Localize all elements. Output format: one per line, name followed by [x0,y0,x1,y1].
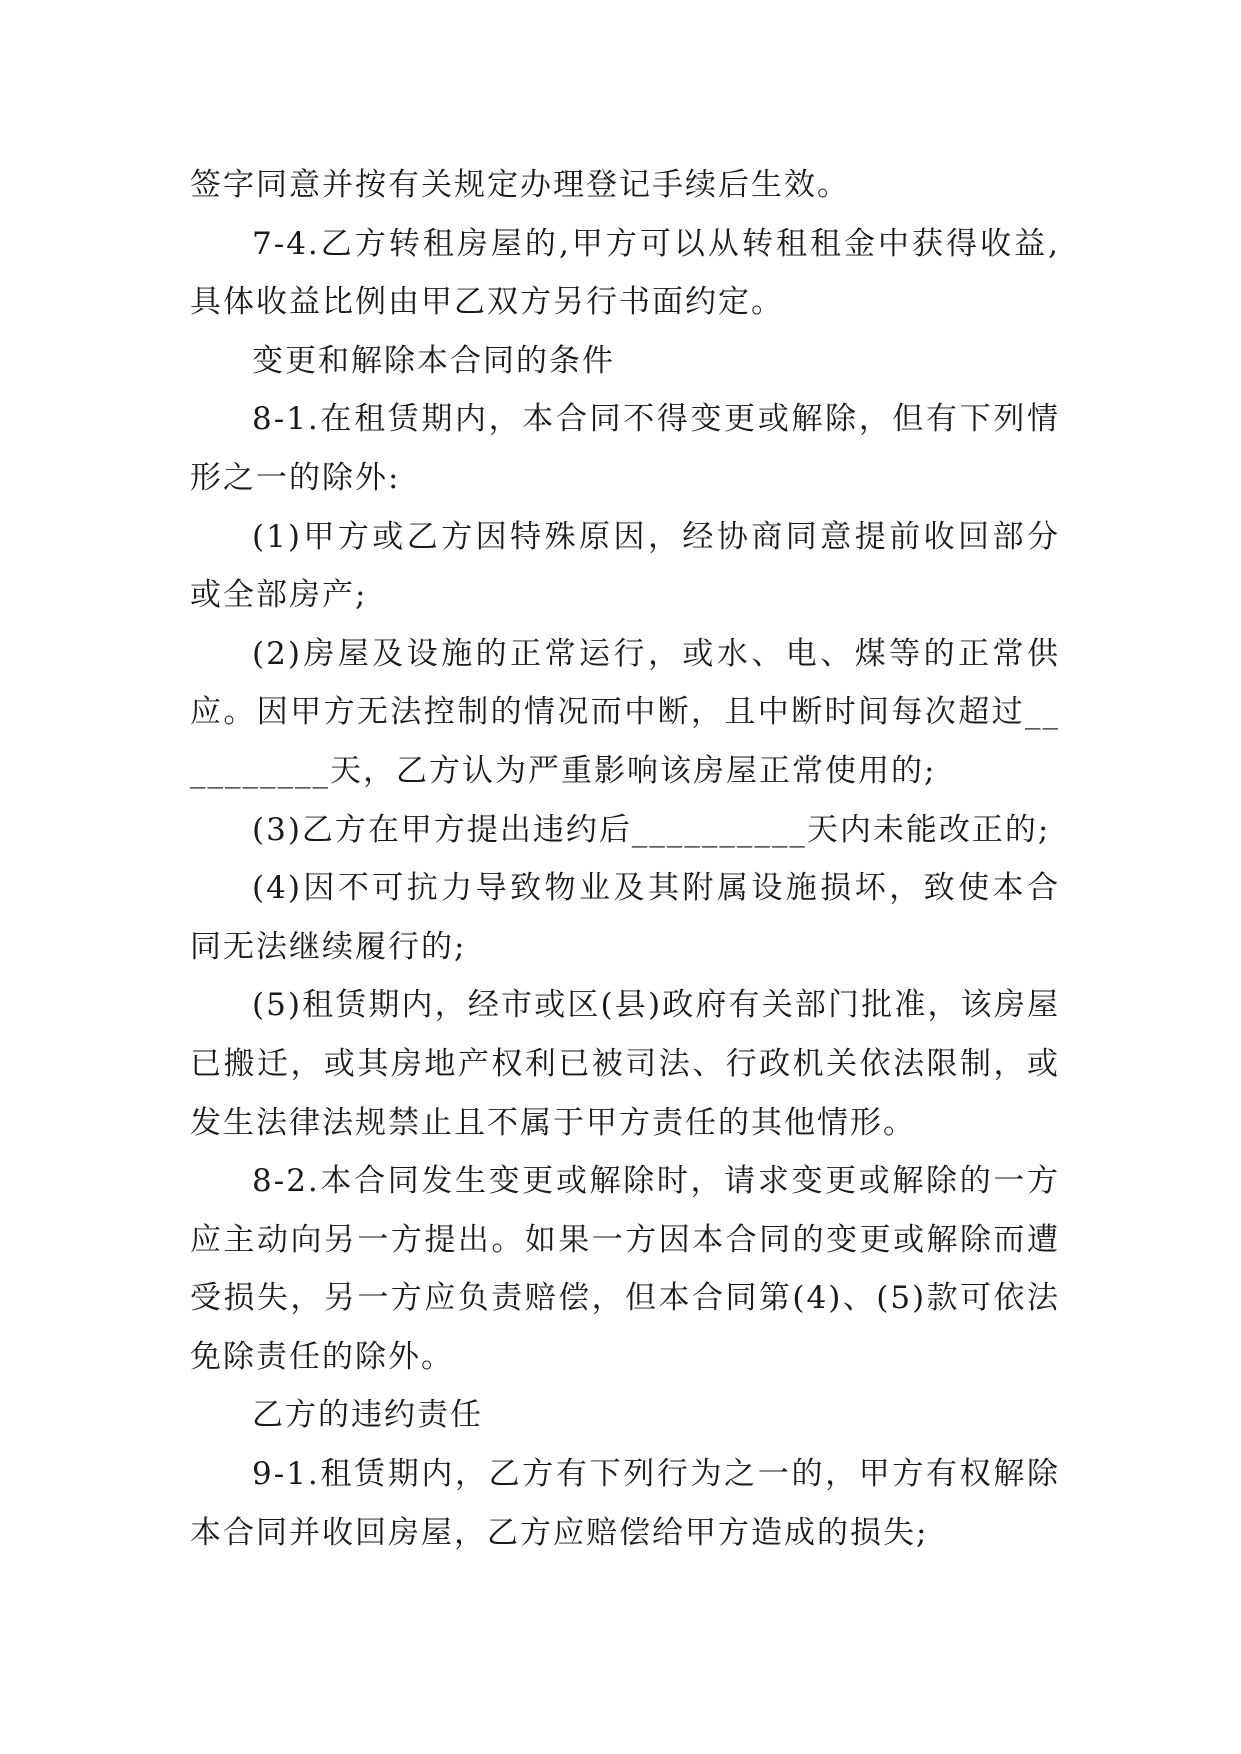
section-heading-change-termination: 变更和解除本合同的条件 [252,342,615,379]
paragraph-continuation: 签字同意并按有关规定办理登记手续后生效。 [190,167,850,203]
clause-8-1-item-4: (4)因不可抗力导致物业及其附属设施损坏，致使本合同无法继续履行的; [190,870,1060,965]
clause-8-2: 8-2.本合同发生变更或解除时，请求变更或解除的一方应主动向另一方提出。如果一方因本合同的变更或解除而遭受损失，另一方应负责赔偿，但本合同第(4)、(5)款可依法免除责任的除外。 [190,1163,1060,1375]
section-heading-tenant-liability: 乙方的违约责任 [252,1397,483,1434]
clause-8-1: 8-1.在租赁期内，本合同不得变更或解除，但有下列情形之一的除外: [190,401,1060,496]
document-body [190,156,1060,1562]
clause-8-1-item-3: (3)乙方在甲方提出违约后__________天内未能改正的; [252,811,1051,848]
clause-7-4: 7-4.乙方转租房屋的,甲方可以从转租租金中获得收益,具体收益比例由甲乙双方另行书面约定。 [190,225,1060,321]
clause-8-1-item-2: (2)房屋及设施的正常运行，或水、电、煤等的正常供应。因甲方无法控制的情况而中断，且中断时间每次超过__________天，乙方认为严重影响该房屋正常使用的; [190,635,1060,789]
clause-8-1-item-1: (1)甲方或乙方因特殊原因，经协商同意提前收回部分或全部房产; [190,518,1060,614]
clause-9-1: 9-1.租赁期内，乙方有下列行为之一的，甲方有权解除本合同并收回房屋，乙方应赔偿给甲方造成的损失; [190,1456,1060,1551]
clause-8-1-item-5: (5)租赁期内，经市或区(县)政府有关部门批准，该房屋已搬迁，或其房地产权利已被司法、行政机关依法限制，或发生法律法规禁止且不属于甲方责任的其他情形。 [190,987,1060,1141]
